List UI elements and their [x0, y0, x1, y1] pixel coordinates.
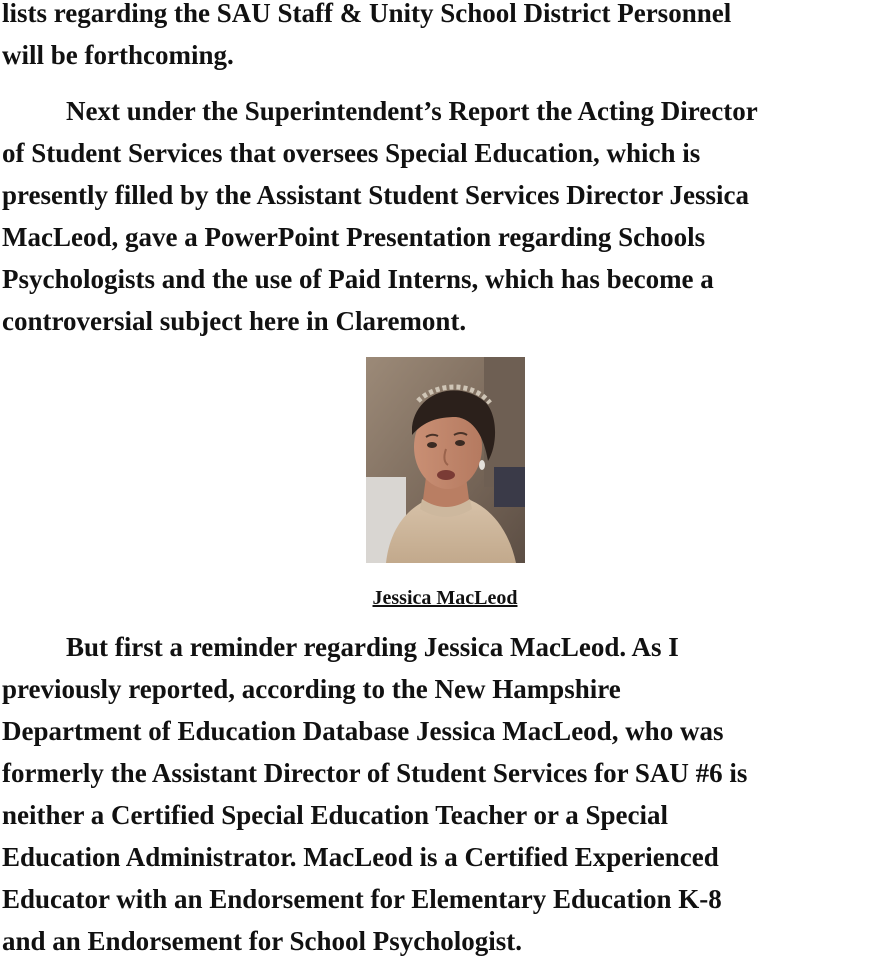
paragraph-line: presently filled by the Assistant Student Services Director Jessica — [2, 180, 749, 210]
paragraph-line: MacLeod, gave a PowerPoint Presentation regarding Schools — [2, 222, 706, 252]
paragraph-line: Psychologists and the use of Paid Interns, which has become a — [2, 264, 714, 294]
paragraph-3 — [2, 626, 747, 962]
paragraph-line: previously reported, according to the New Hampshire — [2, 674, 621, 704]
portrait-photo-illustration — [366, 357, 525, 563]
paragraph-line: But first a reminder regarding Jessica MacLeod. As I — [66, 632, 679, 662]
paragraph-line: controversial subject here in Claremont. — [2, 306, 467, 336]
paragraph-line: Department of Education Database Jessica MacLeod, who was — [2, 716, 724, 746]
photo-caption: Jessica MacLeod — [372, 587, 518, 609]
paragraph-line: lists regarding the SAU Staff & Unity School District Personnel — [2, 0, 732, 28]
paragraph-1 — [2, 0, 731, 76]
paragraph-line: Education Administrator. MacLeod is a Certified Experienced — [2, 842, 719, 872]
paragraph-line: formerly the Assistant Director of Student Services for SAU #6 is — [2, 758, 748, 788]
paragraph-line: Educator with an Endorsement for Elementary Education K-8 — [2, 884, 722, 914]
paragraph-2 — [2, 90, 758, 342]
paragraph-line: neither a Certified Special Education Teacher or a Special — [2, 800, 668, 830]
portrait-photo — [366, 357, 525, 563]
paragraph-line: and an Endorsement for School Psychologist. — [2, 926, 523, 956]
paragraph-line: of Student Services that oversees Special Education, which is — [2, 138, 701, 168]
paragraph-line: Next under the Superintendent’s Report the Acting Director — [66, 96, 758, 126]
paragraph-line: will be forthcoming. — [2, 40, 234, 70]
